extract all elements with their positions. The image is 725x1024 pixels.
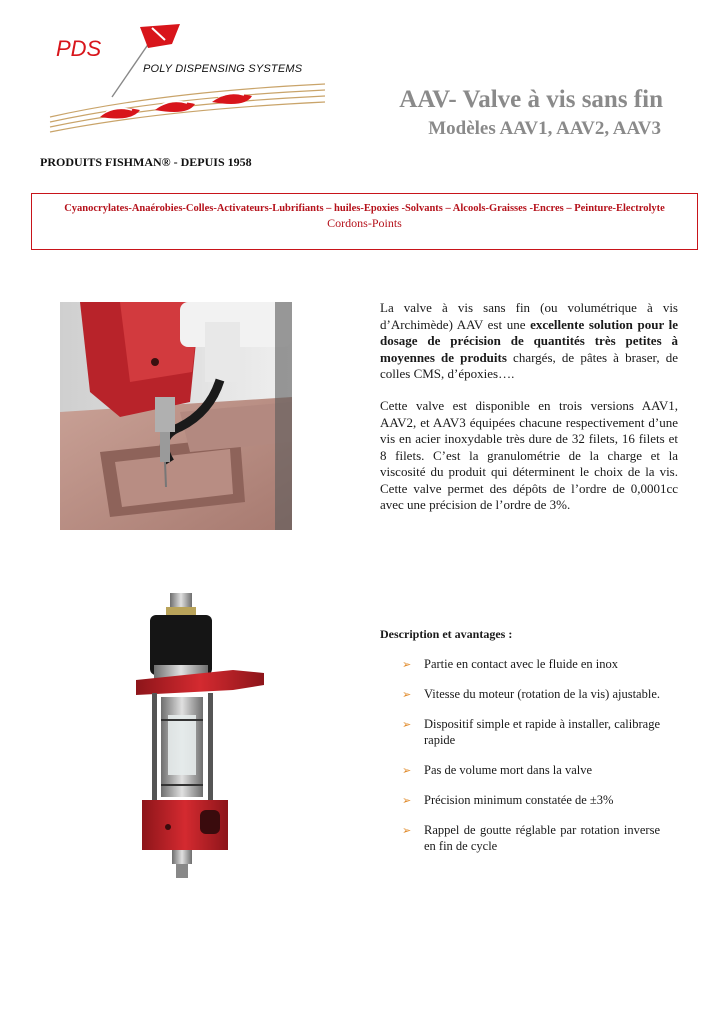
list-item: ➢ Vitesse du moteur (rotation de la vis) ajustable.: [402, 687, 660, 701]
arrow-bullet-icon: ➢: [402, 718, 412, 731]
page-subtitle: Modèles AAV1, AAV2, AAV3: [428, 118, 661, 139]
page-title: AAV- Valve à vis sans fin: [399, 86, 663, 113]
arrow-bullet-icon: ➢: [402, 688, 412, 701]
logo-tagline: POLY DISPENSING SYSTEMS: [143, 63, 303, 75]
arrow-bullet-icon: ➢: [402, 764, 412, 777]
advantages-heading: Description et avantages :: [380, 627, 513, 641]
arrow-bullet-icon: ➢: [402, 794, 412, 807]
arrow-bullet-icon: ➢: [402, 658, 412, 671]
list-item: ➢ Rappel de goutte réglable par rotation inverse en fin de cycle: [402, 823, 660, 853]
intro-paragraph: [380, 300, 678, 383]
list-item: ➢ Pas de volume mort dans la valve: [402, 763, 593, 777]
intro-text-part2: chargés, de pâtes à braser, de colles CMS, d’époxies….: [380, 349, 678, 381]
list-item: ➢ Précision minimum constatée de ±3%: [402, 793, 614, 807]
product-cordons: Cordons-Points: [327, 216, 402, 230]
arrow-bullet-icon: ➢: [402, 824, 412, 837]
product-box: [31, 193, 698, 250]
fishman-heading: PRODUITS FISHMAN® - DEPUIS 1958: [40, 155, 252, 169]
intro-text-bold: excellente solution pour le dosage de précision de quantités très petites à moyennes de produits: [380, 316, 678, 365]
list-item: ➢ Partie en contact avec le fluide en inox: [402, 657, 619, 671]
details-paragraph: Cette valve est disponible en trois versions AAV1, AAV2, et AAV3 équipées chacune respectivement d’une vis en acier inoxydable très dure de 32 filets, 16 filets et 8 filets. C’est la granulométrie de la charge et la viscosité du produit qui déterminent le choix de la vis. Cette valve permet des dépôts de l’ordre de 0,0001cc avec une précision de l’ordre de 3%.: [380, 398, 678, 512]
logo-brand: PDS: [56, 36, 102, 61]
intro-text-part1: La valve à vis sans fin (ou volumétrique à vis d’Archimède) AAV est une: [380, 300, 678, 332]
product-list: Cyanocrylates-Anaérobies-Colles-Activateurs-Lubrifiants – huiles-Epoxies -Solvants – Alcools-Graisses -Encres – Peinture-Electrolyte: [64, 203, 665, 214]
list-item: ➢ Dispositif simple et rapide à installer, calibrage rapide: [402, 717, 660, 747]
advantages-list: [402, 656, 660, 868]
valve-product-photo: [128, 585, 268, 885]
valve-dispensing-photo: [60, 302, 292, 530]
